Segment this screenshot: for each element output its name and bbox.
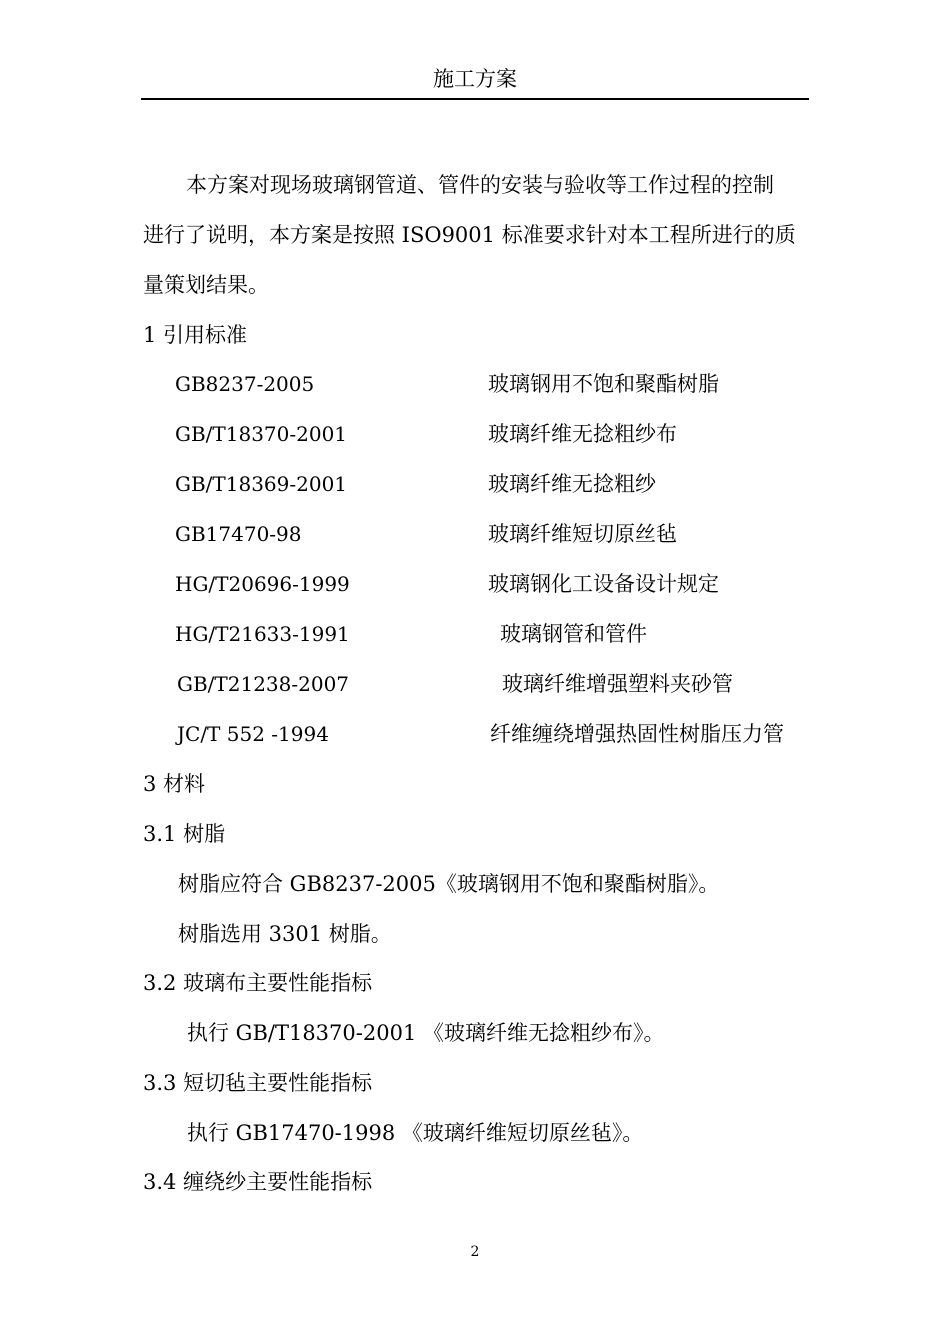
standard-code: JC/T 552 -1994: [177, 722, 329, 746]
intro-line-3: 量策划结果。: [143, 273, 269, 297]
standard-code: GB8237-2005: [175, 372, 315, 396]
standard-code: GB/T18370-2001: [175, 422, 348, 446]
section-3-4-heading: 3.4 缠绕纱主要性能指标: [143, 1170, 373, 1194]
standard-code: GB17470-98: [175, 522, 302, 546]
standard-code: HG/T20696-1999: [175, 572, 350, 596]
section-3-3-heading: 3.3 短切毡主要性能指标: [143, 1071, 373, 1095]
header-title: 施工方案: [433, 67, 517, 91]
standard-name: 玻璃纤维无捻粗纱布: [488, 422, 677, 446]
standard-name: 玻璃钢用不饱和聚酯树脂: [488, 372, 719, 396]
standard-name: 玻璃纤维增强塑料夹砂管: [502, 672, 733, 696]
header-rule: [141, 98, 809, 100]
intro-line-1: 本方案对现场玻璃钢管道、管件的安装与验收等工作过程的控制: [186, 173, 774, 197]
section-3-2-line-1: 执行 GB/T18370-2001 《玻璃纤维无捻粗纱布》。: [187, 1021, 665, 1045]
section-3-3-line-1: 执行 GB17470-1998 《玻璃纤维短切原丝毡》。: [187, 1121, 644, 1145]
standard-code: GB/T21238-2007: [177, 672, 350, 696]
section-1-heading: 1 引用标准: [143, 323, 248, 347]
section-3-1-line-2: 树脂选用 3301 树脂。: [178, 922, 392, 946]
standard-code: GB/T18369-2001: [175, 472, 348, 496]
section-3-2-heading: 3.2 玻璃布主要性能指标: [143, 971, 373, 995]
intro-line-2: 进行了说明，本方案是按照 ISO9001 标准要求针对本工程所进行的质: [143, 223, 796, 247]
standard-name: 玻璃钢管和管件: [500, 622, 647, 646]
standard-name: 玻璃钢化工设备设计规定: [488, 572, 719, 596]
standard-name: 纤维缠绕增强热固性树脂压力管: [490, 722, 784, 746]
standard-name: 玻璃纤维短切原丝毡: [488, 522, 677, 546]
standard-name: 玻璃纤维无捻粗纱: [488, 472, 656, 496]
section-3-1-line-1: 树脂应符合 GB8237-2005《玻璃钢用不饱和聚酯树脂》。: [178, 872, 720, 896]
standard-code: HG/T21633-1991: [175, 622, 350, 646]
section-3-heading: 3 材料: [143, 772, 206, 796]
section-3-1-heading: 3.1 树脂: [143, 822, 226, 846]
page-number: 2: [470, 1244, 480, 1260]
